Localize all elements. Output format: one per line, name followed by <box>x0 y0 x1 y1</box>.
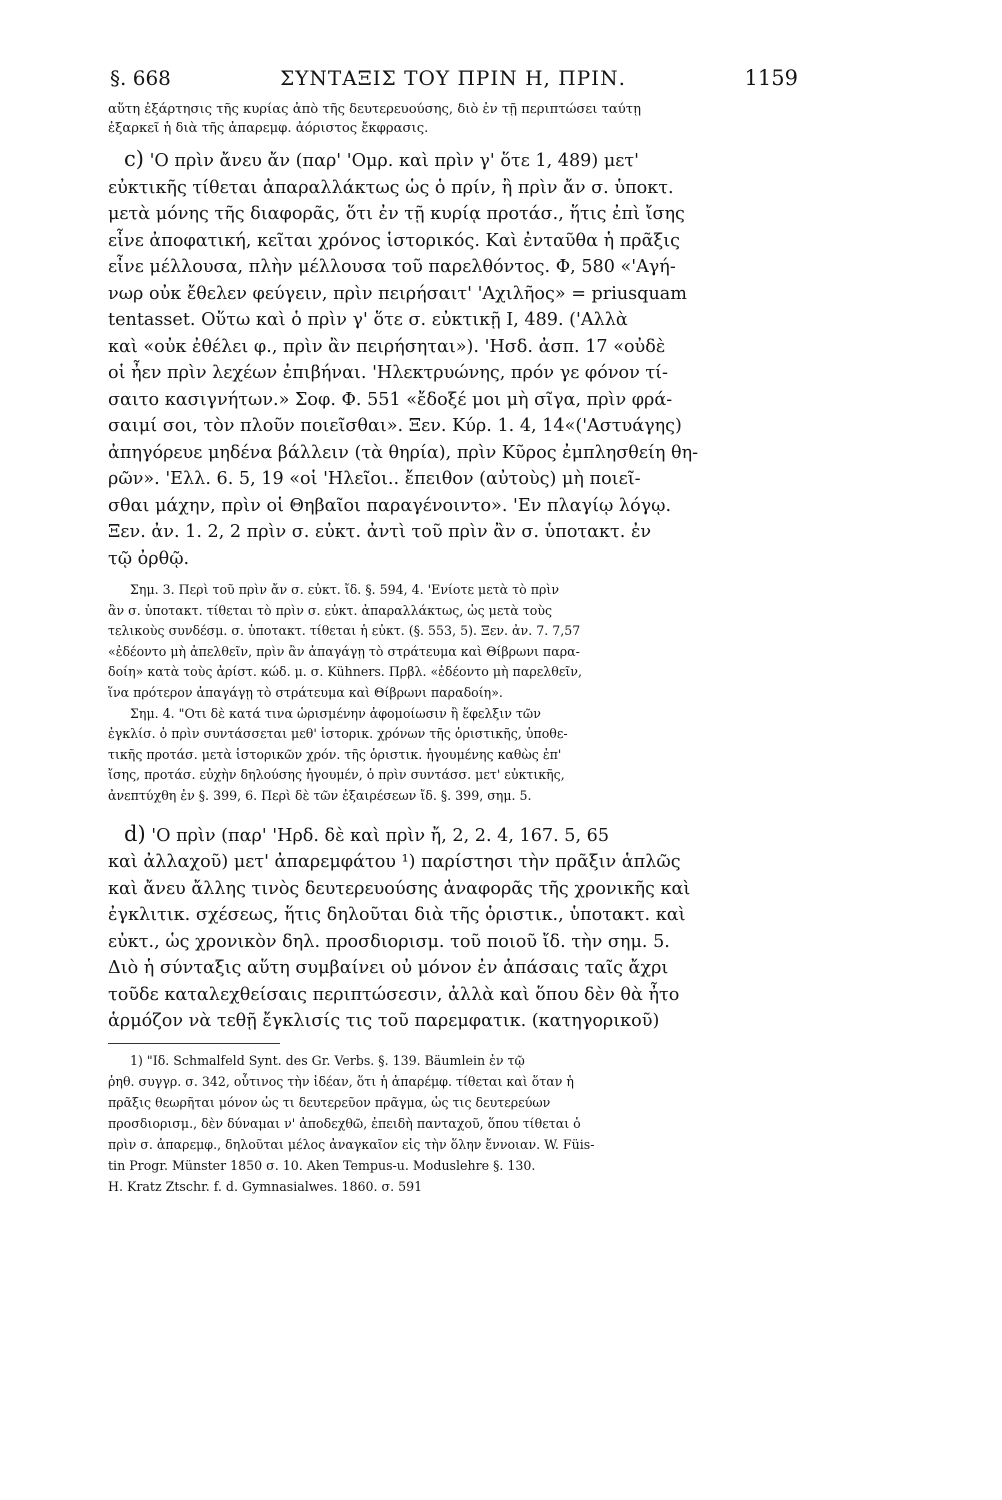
text-line: εἶνε μέλλουσα, πλὴν μέλλουσα τοῦ παρελθόντος. Φ, 580 «'Αγή- <box>108 257 676 277</box>
text-line: H. Kratz Ztschr. f. d. Gymnasialwes. 1860. σ. 591 <box>108 1178 423 1194</box>
text-line: εὐκτ., ὡς χρονικὸν δηλ. προσδιορισμ. τοῦ ποιοῦ ἴδ. τὴν σημ. 5. <box>108 931 670 952</box>
page <box>108 58 798 1197</box>
text-line: ἂν σ. ὑποτακτ. τίθεται τὸ πρὶν σ. εὐκτ. ἀπαραλλάκτως, ὡς μετὰ τοὺς <box>108 602 553 618</box>
text-line: ἐξαρκεῖ ἡ διὰ τῆς ἀπαρεμφ. ἀόριστος ἔκφρασις. <box>108 121 429 136</box>
text-line: καὶ ἄνευ ἄλλης τινὸς δευτερευούσης ἀναφορᾶς τῆς χρονικῆς καὶ <box>108 878 691 899</box>
text-line: Διὸ ἡ σύνταξις αὕτη συμβαίνει οὐ μόνον ἐν ἁπάσαις ταῖς ἄχρι <box>108 958 669 979</box>
paragraph-d <box>108 821 798 1035</box>
text-line: ἐγκλιτικ. σχέσεως, ἥτις δηλοῦται διὰ τῆς ὁριστικ., ὑποτακτ. καὶ <box>108 905 686 926</box>
text-line: αὕτη ἐξάρτησις τῆς κυρίας ἀπὸ τῆς δευτερευούσης, διὸ ἐν τῇ περιπτώσει ταύτῃ <box>108 102 641 117</box>
text-line: καὶ «οὐκ ἐθέλει φ., πρὶν ἂν πειρήσηται»). 'Ησδ. ἀσπ. 17 «οὐδὲ <box>108 336 666 357</box>
text-line: ἀνεπτύχθη ἐν §. 399, 6. Περὶ δὲ τῶν ἐξαιρέσεων ἴδ. §. 399, σημ. 5. <box>108 787 532 803</box>
footnote-rule <box>108 1043 280 1044</box>
paragraph-label: c) <box>124 147 144 171</box>
text-line: «ἐδέοντο μὴ ἀπελθεῖν, πρὶν ἂν ἀπαγάγῃ τὸ στράτευμα καὶ Θίβρωνι παρα- <box>108 643 580 659</box>
text-line: πρὶν σ. ἀπαρεμφ., δηλοῦται μέλος ἀναγκαῖον εἰς τὴν ὅλην ἔννοιαν. W. Füis- <box>108 1136 595 1152</box>
note-4 <box>108 704 798 807</box>
text-line: τοῦδε καταλεχθείσαις περιπτώσεσιν, ἀλλὰ καὶ ὅπου δὲν θὰ ἦτο <box>108 984 680 1005</box>
text-line: ῥηθ. συγγρ. σ. 342, οὗτινος τὴν ἰδέαν, ὅτι ἡ ἀπαρέμφ. τίθεται καὶ ὅταν ἡ <box>108 1073 574 1089</box>
text-line: τελικοὺς συνδέσμ. σ. ὑποτακτ. τίθεται ἡ εὐκτ. (§. 553, 5). Ξεν. ἀν. 7. 7,57 <box>108 623 581 639</box>
text-line: ἐγκλίσ. ὁ πρὶν συντάσσεται μεθ' ἱστορικ. χρόνων τῆς ὁριστικῆς, ὑποθε- <box>108 726 568 742</box>
text-line: ἁρμόζον νὰ τεθῇ ἔγκλισίς τις τοῦ παρεμφατικ. (κατηγορικοῦ) <box>108 1011 660 1032</box>
text-line: ἀπηγόρευε μηδένα βάλλειν (τὰ θηρία), πρὶν Κῦρος ἐμπλησθείη θη- <box>108 442 699 463</box>
text-line: πρᾶξις θεωρῆται μόνον ὡς τι δευτερεῦον πρᾶγμα, ὡς τις δευτερεύων <box>108 1094 551 1110</box>
text-line: σαιμί σοι, τὸν πλοῦν ποιεῖσθαι». Ξεν. Κύρ. 1. 4, 14«('Αστυάγης) <box>108 416 682 436</box>
text-line: εἶνε ἀποφατική, κεῖται χρόνος ἱστορικός. Καὶ ἐνταῦθα ἡ πρᾶξις <box>108 230 680 251</box>
text-line: Ξεν. ἀν. 1. 2, 2 πρὶν σ. εὐκτ. ἀντὶ τοῦ πρὶν ἂν σ. ὑποτακτ. ἐν <box>108 522 652 542</box>
paragraph-label: d) <box>124 821 146 846</box>
text-line: ἵνα πρότερον ἀπαγάγῃ τὸ στράτευμα καὶ Θίβρωνι παραδοίη». <box>108 684 503 700</box>
running-title: ΣΥΝΤΑΞΙΣ ΤΟΥ ΠΡΙΝ Η, ΠΡΙΝ. <box>280 66 626 90</box>
text-line: Σημ. 4. "Οτι δὲ κατά τινα ὡρισμένην ἀφομοίωσιν ἢ ἕφελξιν τῶν <box>130 705 541 721</box>
text-line: tentasset. Οὕτω καὶ ὁ πρὶν γ' ὅτε σ. εὐκτικῇ I, 489. ('Αλλὰ <box>108 310 628 330</box>
text-line: καὶ ἀλλαχοῦ) μετ' ἀπαρεμφάτου ¹) παρίστησι τὴν πρᾶξιν ἁπλῶς <box>108 852 681 873</box>
text-line: μετὰ μόνης τῆς διαφορᾶς, ὅτι ἐν τῇ κυρίᾳ προτάσ., ἥτις ἐπὶ ἴσης <box>108 204 685 224</box>
text-line: τικῆς προτάσ. μετὰ ἱστορικῶν χρόν. τῆς ὁριστικ. ἡγουμένης καθὼς ἐπ' <box>108 746 562 762</box>
text-line: σθαι μάχην, πρὶν οἱ Θηβαῖοι παραγένοιντο». 'Εν πλαγίῳ λόγῳ. <box>108 495 672 516</box>
text-line: 'Ο πρὶν ἄνευ ἄν (παρ' 'Ομρ. καὶ πρὶν γ' ὅτε 1, 489) μετ' <box>149 151 639 171</box>
text-line: ἴσης, προτάσ. εὐχὴν δηλούσης ἡγουμέν, ὁ πρὶν συντάσσ. μετ' εὐκτικῆς, <box>108 767 565 783</box>
footnote <box>108 1050 798 1197</box>
text-line: προσδιορισμ., δὲν δύναμαι ν' ἀποδεχθῶ, ἐπειδὴ πανταχοῦ, ὅπου τίθεται ὁ <box>108 1115 581 1131</box>
text-line: δοίη» κατὰ τοὺς ἀρίστ. κώδ. μ. σ. Kühners. Πρβλ. «ἐδέοντο μὴ παρελθεῖν, <box>108 664 582 680</box>
text-line: 1) "Ιδ. Schmalfeld Synt. des Gr. Verbs. §. 139. Bäumlein ἐν τῷ <box>130 1052 525 1068</box>
text-line: τῷ ὀρθῷ. <box>108 548 190 569</box>
section-number: §. 668 <box>110 66 171 90</box>
intro-text <box>108 100 798 138</box>
running-header <box>108 58 798 100</box>
text-line: εὐκτικῆς τίθεται ἀπαραλλάκτως ὡς ὁ πρίν, ἢ πρὶν ἄν σ. ὑποκτ. <box>108 177 674 198</box>
text-line: 'Ο πρὶν (παρ' 'Ηρδ. δὲ καὶ πρὶν ἤ, 2, 2. 4, 167. 5, 65 <box>151 825 610 846</box>
text-line: tin Progr. Münster 1850 σ. 10. Aken Tempus-u. Moduslehre §. 130. <box>108 1157 536 1173</box>
note-3 <box>108 580 798 704</box>
paragraph-c <box>108 146 798 572</box>
text-line: Σημ. 3. Περὶ τοῦ πρὶν ἄν σ. εὐκτ. ἴδ. §. 594, 4. 'Ενίοτε μετὰ τὸ πρὶν <box>130 582 560 597</box>
text-line: νωρ οὐκ ἔθελεν φεύγειν, πρὶν πειρήσαιτ' 'Αχιλῆος» = priusquam <box>108 283 687 304</box>
text-line: ρῶν». 'Ελλ. 6. 5, 19 «οἱ 'Ηλεῖοι.. ἔπειθον (αὐτοὺς) μὴ ποιεῖ- <box>108 469 641 489</box>
page-number: 1159 <box>744 66 798 90</box>
text-line: σαιτο κασιγνήτων.» Σοφ. Φ. 551 «ἔδοξέ μοι μὴ σῖγα, πρὶν φρά- <box>108 389 673 410</box>
text-line: οἱ ἦεν πρὶν λεχέων ἐπιβήναι. 'Ηλεκτρυώνης, πρόν γε φόνον τί- <box>108 363 668 383</box>
